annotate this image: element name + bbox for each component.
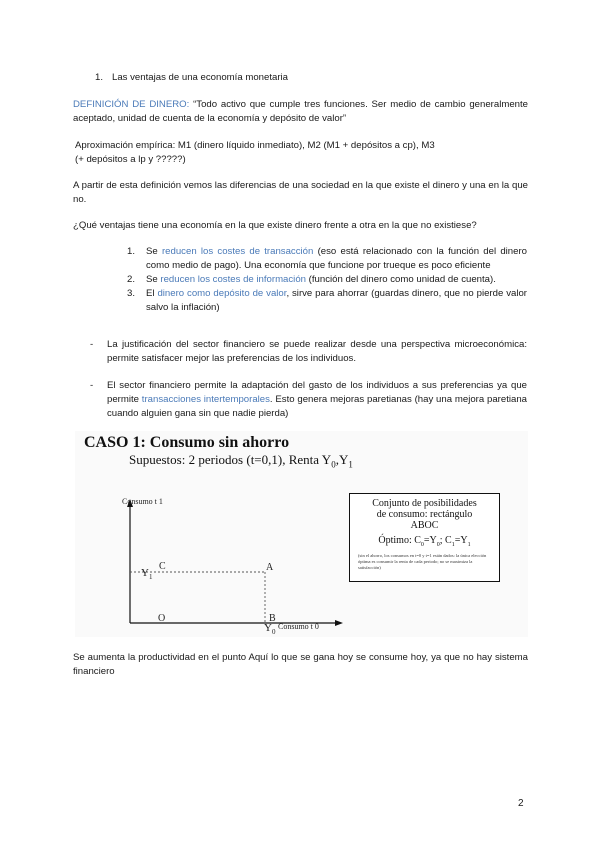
box-line-3: ABOC [410, 520, 439, 531]
list-item: 1. Se reducen los costes de transacción (eso está relacionado con la función del dinero como medio de pago). Una economía que funcione por trueque es poco eficiente [127, 246, 527, 271]
list-item-number: 2. [127, 274, 136, 285]
empirical-approximation [75, 139, 530, 167]
point-a-label: A [266, 562, 274, 573]
list-item-number: 3. [127, 288, 136, 299]
figure-title: CASO 1: Consumo sin ahorro [84, 434, 290, 451]
x-axis-label: Consumo t 0 [278, 622, 319, 631]
section-heading [95, 71, 515, 85]
consumption-set-box [349, 493, 500, 582]
y1-label: $Y_1$ [141, 567, 153, 582]
bullet-item: - La justificación del sector financiero se puede realizar desde una perspectiva microeconómica: permite satisfacer mejor las preferencias de los individuos. [90, 339, 527, 364]
paragraph-productivity: Se aumenta la productividad en el punto Aquí lo que se gana hoy se consume hoy, ya que no hay sistema financiero [73, 652, 528, 677]
bullet-highlight: transacciones intertemporales [141, 394, 270, 405]
figure-subtitle: Supuestos: 2 periodos (t=0,1), Renta $Y_0,Y_1$ [129, 452, 353, 470]
approximation-line-1: Aproximación empírica: M1 (dinero líquido inmediato), M2 (M1 + depósitos a cp), M3 [75, 140, 435, 151]
question-paragraph: ¿Qué ventajas tiene una economía en la que existe dinero frente a otra en la que no existiese? [73, 220, 477, 231]
definition-text: “Todo activo que cumple tres funciones. Ser medio de cambio generalmente aceptado, unidad de cuenta de la economía y depósito de valor” [73, 99, 528, 124]
point-b-label: B [269, 613, 276, 624]
list-item-highlight: reducen los costes de información [160, 274, 306, 285]
paragraph-definition-consequence: A partir de esta definición vemos las diferencias de una sociedad en la que existe el dinero y una en la que no. [73, 180, 528, 205]
box-line-1: Conjunto de posibilidades [372, 498, 477, 509]
y0-label: $Y_0$ [264, 622, 276, 637]
consumption-diagram [115, 493, 375, 633]
page-number: 2 [518, 798, 524, 809]
bullet-item: - El sector financiero permite la adaptación del gasto de los individuos a sus preferencias ya que permite transacciones intertemporales. Esto genera mejoras paretianas (hay una mejora paretiana cuando alguien gana sin que nadie pierda) [90, 380, 528, 419]
list-item: 3. El dinero como depósito de valor, sirve para ahorrar (guardas dinero, que no pierde valor salvo la inflación) [127, 288, 528, 313]
list-item-number: 1. [127, 246, 136, 257]
list-item-highlight: dinero como depósito de valor [157, 288, 287, 299]
y-axis-label: Consumo t 1 [122, 497, 163, 506]
bullet-dash: - [90, 380, 94, 391]
bullet-dash: - [90, 339, 94, 350]
case-1-figure [75, 431, 528, 637]
y-axis [127, 499, 133, 623]
list-item-highlight: reducen los costes de transacción [161, 246, 314, 257]
definition-paragraph [73, 98, 528, 126]
list-item: 2. Se reducen los costes de información (función del dinero como unidad de cuenta). [127, 274, 496, 285]
section-heading-number: 1. [95, 72, 104, 83]
box-optimum: Óptimo: $C_0=Y_0$; $C_1=Y_1$ [378, 535, 471, 548]
advantages-list [127, 245, 527, 315]
box-note: (sin el ahorro, los consumos en t=0 y t=1 están dados: la única elección óptima es consumir la renta de cada periodo; no se maximiza la satisfacción) [358, 553, 487, 570]
point-o-label: O [158, 613, 166, 624]
box-line-2: de consumo: rectángulo [376, 509, 473, 520]
definition-label: DEFINICIÓN DE DINERO: [73, 99, 190, 110]
point-c-label: C [159, 561, 166, 572]
section-heading-text: Las ventajas de una economía monetaria [112, 72, 288, 83]
approximation-line-2: (+ depósitos a lp y ?????) [75, 154, 186, 165]
